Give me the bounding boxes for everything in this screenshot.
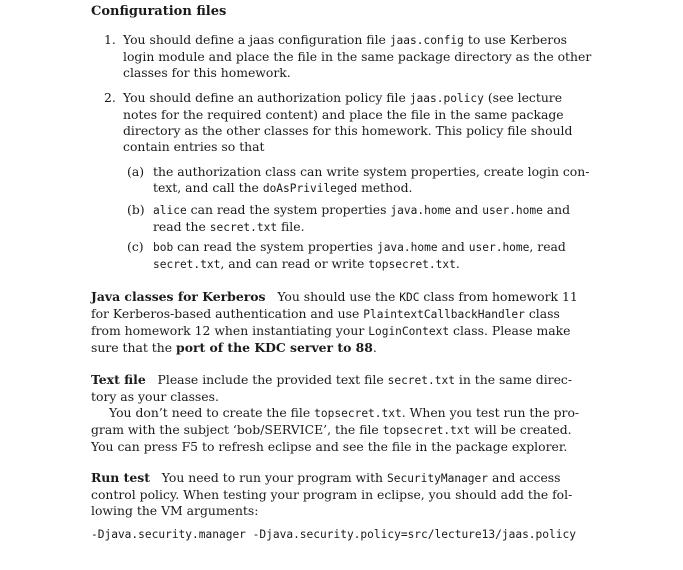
code-filename: jaas.config: [389, 34, 464, 47]
text-line: You should define an authorization policy file jaas.policy (see lecture: [123, 90, 563, 105]
text-line: tory as your classes.: [91, 389, 219, 404]
text-line: login module and place the file in the same package directory as the other: [123, 49, 592, 64]
text-line: the authorization class can write system properties, create login con-: [153, 164, 590, 179]
code-filename: topsecret.txt: [382, 424, 471, 437]
code-filename: secret.txt: [209, 221, 278, 234]
text-line: secret.txt, and can read or write topsecret.txt.: [153, 256, 460, 271]
list-item-2: [104, 90, 573, 155]
text-line: bob can read the system properties java.home and user.home, read: [153, 239, 566, 254]
paragraph-java-classes: [91, 289, 578, 356]
code-class: SecurityManager: [386, 472, 489, 485]
sub-item-b: [127, 202, 571, 236]
list-number: 1.: [104, 32, 116, 47]
paragraph-heading: Run test: [91, 470, 150, 485]
emphasis-port: port of the KDC server to 88: [176, 340, 373, 355]
vm-arguments-command: -Djava.security.manager -Djava.security.policy=src/lecture13/jaas.policy: [91, 528, 576, 541]
list-number: 2.: [104, 90, 116, 105]
text-line: Java classes for Kerberos You should use the KDC class from homework 11: [91, 289, 578, 304]
text-line: text, and call the doAsPrivileged method.: [153, 180, 413, 195]
sub-item-c: [127, 239, 566, 273]
code-class: KDC: [399, 291, 420, 304]
text-line: lowing the VM arguments:: [91, 503, 259, 518]
text-line: classes for this homework.: [123, 65, 291, 80]
text-line: gram with the subject ‘bob/SERVICE’, the file topsecret.txt will be created.: [91, 422, 572, 437]
text-line: Text file Please include the provided text file secret.txt in the same direc-: [91, 372, 573, 387]
code-filename: topsecret.txt: [368, 258, 456, 271]
code-filename: jaas.policy: [409, 92, 484, 105]
code-filename: topsecret.txt: [314, 407, 402, 420]
text-line: alice can read the system properties java.home and user.home and: [153, 202, 571, 217]
sub-item-a: [127, 164, 590, 197]
paragraph-run-test: [91, 470, 573, 519]
text-line: You can press F5 to refresh eclipse and see the file in the package explorer.: [91, 439, 568, 454]
code-class: LoginContext: [368, 325, 450, 338]
text-line: sure that the port of the KDC server to 88.: [91, 340, 377, 355]
code-property: java.home: [390, 204, 452, 217]
code-user: bob: [153, 241, 174, 254]
list-item-1: [104, 32, 592, 81]
text-line: directory as the other classes for this homework. This policy file should: [123, 123, 573, 138]
text-line: control policy. When testing your program in eclipse, you should add the fol-: [91, 487, 573, 502]
paragraph-heading: Java classes for Kerberos: [91, 289, 266, 304]
code-property: user.home: [468, 241, 530, 254]
code-method: doAsPrivileged: [262, 182, 358, 195]
code-class: PlaintextCallbackHandler: [363, 308, 525, 321]
sub-item-label: (a): [127, 164, 145, 179]
code-property: java.home: [376, 241, 438, 254]
code-filename: secret.txt: [153, 258, 221, 271]
code-property: user.home: [482, 204, 543, 217]
sub-item-label: (c): [127, 239, 144, 254]
paragraph-text-file: [91, 372, 580, 455]
code-filename: secret.txt: [387, 374, 455, 387]
text-line: contain entries so that: [123, 139, 265, 154]
text-line: from homework 12 when instantiating your LoginContext class. Please make: [91, 323, 571, 338]
text-line: Run test You need to run your program with SecurityManager and access: [91, 470, 561, 485]
text-line: read the secret.txt file.: [153, 219, 305, 234]
text-line: You don’t need to create the file topsecret.txt. When you test run the pro-: [109, 405, 580, 420]
text-line: You should define a jaas configuration file jaas.config to use Kerberos: [123, 32, 568, 47]
sub-item-label: (b): [127, 202, 145, 217]
text-line: notes for the required content) and place the file in the same package: [123, 107, 564, 122]
code-user: alice: [153, 204, 187, 217]
text-line: for Kerberos-based authentication and use PlaintextCallbackHandler class: [91, 306, 560, 321]
paragraph-heading: Text file: [91, 372, 146, 387]
section-heading-configuration-files: Configuration files: [91, 4, 227, 19]
